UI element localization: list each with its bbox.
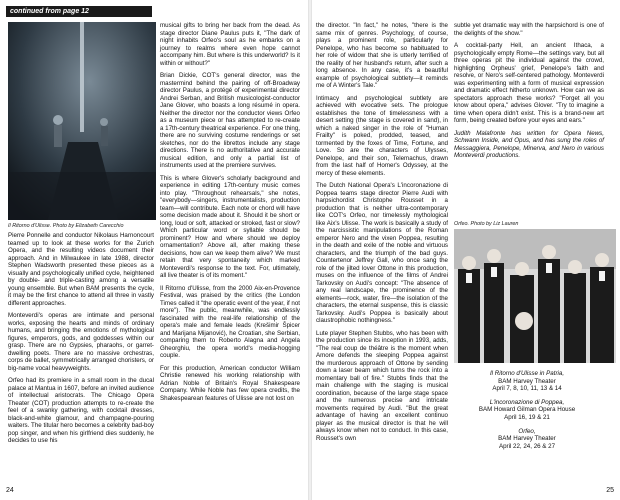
column-3 xyxy=(316,22,448,447)
paragraph: the director. "In fact," he notes, "there is the same mix of genres. Psychology, of course, plays a prominent role, particularly for Penelope, who has become so habituated to her role of widow that she is utterly terrified of the reality of her husband's return, after such a long absence. In any case, it's a beautiful example of psychological subtlety—it reminds me of A Winter's Tale." xyxy=(316,22,448,89)
column-1 xyxy=(8,232,154,450)
performance-credits xyxy=(452,370,602,456)
photo-ulisse-caption: Il Ritorno d'Ulisse. Photo by Elizabeth Carecchio xyxy=(8,223,124,229)
credit-orfeo xyxy=(452,428,602,451)
photo-ulisse xyxy=(8,22,156,220)
credit-title: L'incoronazione di Poppea, xyxy=(489,398,565,406)
credit-venue: BAM Harvey Theater xyxy=(498,377,556,385)
paragraph: Intimacy and psychological subtlety are achieved with evocative sets. The prologue establishes the tone of timelessness with a desert setting (the stage is covered in sand), in which a naked singer in the role of "Human Frailty" is poked, prodded, teased, and tormented by the foxes of Time, Fortune, and Love. So are the characters of Ulysses, Penelope, and their son, Telemachus, drawn from the last half of Homer's Odyssey, at the mercy of these elements. xyxy=(316,94,448,177)
column-2 xyxy=(160,22,300,407)
paragraph: The Dutch National Opera's L'incoronazione di Poppea teams stage director Pierre Audi with harpsichordist Christophe Rousset in a production that is neither ultra-contemporary like COT's Orfeo, nor timelessly mythological like Aix's Ulisse. The work is basically a study of the narcissistic manipulations of the Roman emperor Nero and the vixen Poppea, resulting in the death and exile of the noble and virtuous characters, and the triumph of the bad guys. Countertenor Jeffrey Gall, who once sang the role of the jilted lover Ottone in this production, muses on the influence of the films of Andrei Tarkovsky on Audi's concept: "The absence of any real landscape, the prominence of the elements—rock, water, fire—the isolation of the characters, the eternal suspense, this is classic Tarkovsky. Audi's Poppea is basically about claustrophobic nothingness." xyxy=(316,182,448,324)
credit-dates: April 7, 8, 10, 11, 13 & 14 xyxy=(492,385,562,393)
credit-dates: April 16, 19 & 21 xyxy=(504,413,550,421)
paragraph: This is where Glover's scholarly background and experience in editing 17th-century music comes into play. "Throughout rehearsals," she notes, "everybody—singers, instrumentalists, production team—will contribute. Each note or chord will have some decision made about it. Should it be short or long, loud or soft, attacked or stroked, fast or slow? Which particular word or syllable should be prominent? How and where should we deploy ornamentation? Above all, after making these decisions, how can we keep them alive? We must retain that very spontaneity which marked Monteverdi's response to the text. For, ultimately, all live theater is of its moment." xyxy=(160,174,300,279)
left-page xyxy=(0,0,306,500)
continued-banner: continued from page 12 xyxy=(6,6,152,17)
credit-poppea xyxy=(452,399,602,422)
paragraph: Brian Dickie, COT's general director, was the mastermind behind the pairing of off-Broadway director Paulus, a protégé of experimental director Andrei Serban, and British musicologist-conductor Jane Glover, who boasts a long résumé in opera. Neither the director nor the conductor views Orfeo as a museum piece or has attempted to re-create a 17th-century theatrical experience. For one thing, there are no surviving costume renderings or set sketches, nor do the librettos include any stage directions. There is no authoritative and accurate musical edition, and only a partial list of instruments used at the premiere survives. xyxy=(160,72,300,169)
paragraph: Lute player Stephen Stubbs, who has been with the production since its inception in 1993, adds, "The real coup de théâtre is the moment when Amore defends the sleeping Poppea against the murderous approach of Ottone by sending down a laser beam which turns the rock into a momentary ball of fire." Stubbs finds that the main challenge with the staging is musical coordination, because of the large stage space and the numerous precise and intricate movements required by Audi. "But the great advantage of having an excellent continuo player as the musical director is that he will always know when not to conduct. In this case, Rousset's own xyxy=(316,329,448,442)
credit-title: Orfeo, xyxy=(518,427,536,435)
paragraph: A cocktail-party Hell, an ancient Ithaca, a psychologically empty Rome—the settings vary, but all three operas pit the individual against the crowd, highlighting Orpheus' grief, Penelope's faith and resolve, or Nero's self-centered pathology. Monteverdi was experimenting with a form of musical expression and dramatic effect hitherto unknown. How can we as spectators approach these works? "Forget all you know about opera," advises Glover. "Try to imagine a time when opera didn't exist. This is a brand-new art form, being created before your eyes and ears." xyxy=(454,42,604,124)
paragraph: Pierre Ponnelle and conductor Nikolaus Harnoncourt teamed up to look at these works for the Zurich Opera, and the resulting videos document their approach. And in Milwaukee in late 1988, director Stephen Wadsworth presented these pieces as a visually and psychologically unified cycle, heightened by double- and triple-casting among a versatile young ensemble. But when BAM presents the cycle, it may be the first chance to attend all three in vastly different approaches. xyxy=(8,232,154,307)
page-number-right: 25 xyxy=(606,487,614,494)
page-number-left: 24 xyxy=(6,487,14,494)
credit-dates: April 22, 24, 26 & 27 xyxy=(498,442,556,450)
credit-title: Il Ritorno d'Ulisse in Patria, xyxy=(489,370,565,377)
gutter xyxy=(308,0,312,500)
right-page xyxy=(314,0,620,500)
paragraph: For this production, American conductor William Christie renewed his working relationship with Adrian Noble of Britain's Royal Shakespeare Company. While Noble has few opera credits, the Shakespearean features of Ulisse are not lost on xyxy=(160,364,300,402)
paragraph: Orfeo had its premiere in a small room in the ducal palace at Mantua in 1607, before an invited audience of intellectual aristocrats. The Chicago Opera Theater (COT) production attempts to re-create the feel of a swanky gathering, with cocktail dresses, black-and-white glamour, and champagne-pouring waiters. The titular hero becomes a celebrity bad-boy pop singer, and when his girlfriend dies suddenly, he decides to use his xyxy=(8,377,154,444)
paragraph: Monteverdi's operas are intimate and personal works, exposing the hearts and minds of ordinary humans, and bringing the emotions of mythological figures, emperors, gods, and goddesses within our grasp. There are no Gypsies, pharaohs, or garret-dwelling poets. There are no massive orchestras, corps de ballet, symmetrically arranged choristers, or big-name vocal heavyweights. xyxy=(8,312,154,372)
paragraph: Il Ritorno d'Ulisse, from the 2000 Aix-en-Provence Festival, was praised by the critics (the London Times called it "the operatic event of the year, if not more"). The public, meanwhile, was endlessly fascinated with the real-life relationship of the opera's male and female leads (Krešimir Špicer and Marijana Mijanović), he Croatian, she Serbian, comparing them to Roberto Alagna and Angela Gheorghiu, the opera world's media-hogging couple. xyxy=(160,284,300,359)
paragraph: musical gifts to bring her back from the dead. As stage director Diane Paulus puts it, "The dark of night inhabits Orfeo's soul as he embarks on a journey to realms where even hope cannot accompany him. But where is this underworld? Is it within or without?" xyxy=(160,22,300,67)
credit-venue: BAM Harvey Theater xyxy=(498,435,556,443)
credit-venue: BAM Howard Gilman Opera House xyxy=(478,406,576,414)
author-bio: Judith Malafronte has written for Opera News, Schwann Inside, and Opus, and has sung the roles of Messaggiera, Penelope, Minerva, and Nero in various Monteverdi productions. xyxy=(454,129,604,159)
column-4 xyxy=(454,22,604,165)
credit-ulisse xyxy=(452,370,602,393)
photo-orfeo-caption: Orfeo. Photo by Liz Lauren xyxy=(454,221,519,227)
paragraph: subtle yet dramatic way with the harpsichord is one of the delights of the show." xyxy=(454,22,604,37)
photo-orfeo xyxy=(454,229,616,363)
